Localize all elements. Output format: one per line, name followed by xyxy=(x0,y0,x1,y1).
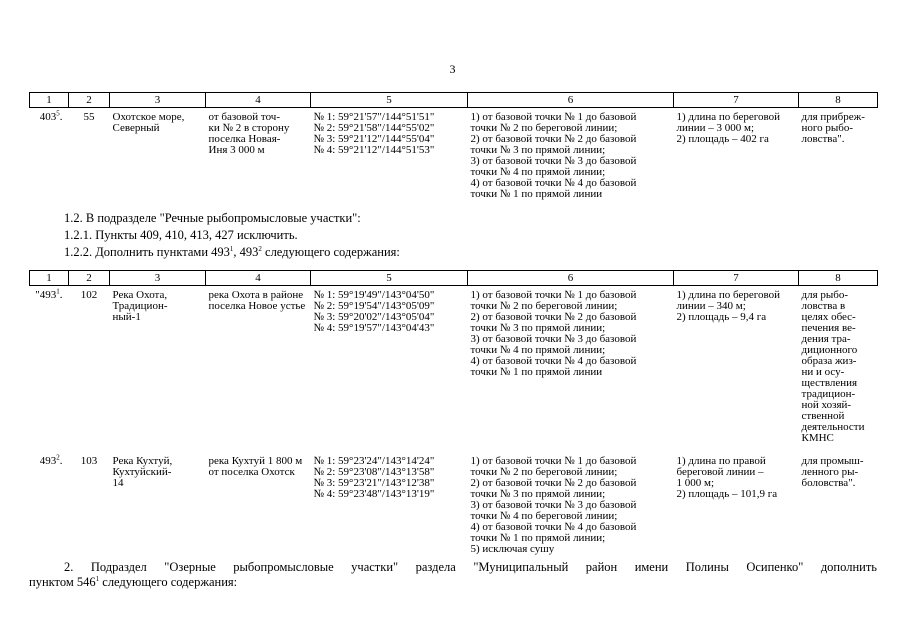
size-line: 1 000 м; xyxy=(676,477,715,489)
borders-line: точки № 2 по береговой линии; xyxy=(470,300,618,312)
cell-purpose xyxy=(799,444,878,555)
borders-line: точки № 2 по береговой линии; xyxy=(470,122,618,134)
column-header-2: 2 xyxy=(69,271,110,286)
purpose-line: деятельности xyxy=(801,421,865,433)
item-number: $493^2$. xyxy=(39,453,63,467)
cell-size xyxy=(674,286,799,445)
coords-line: № 1: 59°21'57"/144°51'51" xyxy=(313,111,435,123)
purpose-line: образа жиз- xyxy=(801,355,857,367)
purpose-line: печения ве- xyxy=(801,322,856,334)
borders-line: точки № 3 по прямой линии; xyxy=(470,144,606,156)
area-number: 55 xyxy=(83,111,95,123)
fishing-areas-table-river xyxy=(29,270,878,555)
location-line: от базовой точ- xyxy=(208,111,280,123)
paragraph-2-line-2: пунктом $546^1$ следующего содержания: xyxy=(29,574,238,589)
borders-line: точки № 1 по прямой линии; xyxy=(470,532,606,544)
location-line: река Охота в районе xyxy=(208,289,304,301)
purpose-line: КМНС xyxy=(801,432,834,444)
coords-line: № 3: 59°23'21"/143°12'38" xyxy=(313,477,435,489)
coords-line: № 3: 59°21'12"/144°55'04" xyxy=(313,133,435,145)
coords-line: № 3: 59°20'02"/143°05'04" xyxy=(313,311,435,323)
purpose-line: ществления xyxy=(801,377,858,389)
cell-coords xyxy=(311,444,468,555)
coords-line: № 2: 59°21'58"/144°55'02" xyxy=(313,122,435,134)
borders-line: 2) от базовой точки № 2 до базовой xyxy=(470,133,637,145)
location-line: поселка Новая- xyxy=(208,133,281,145)
column-header-1: 1 xyxy=(30,93,69,108)
fishing-areas-table-sea xyxy=(29,92,878,200)
coords-line: № 4: 59°19'57"/143°04'43" xyxy=(313,322,435,334)
purpose-line: для промыш- xyxy=(801,455,864,467)
column-number-header xyxy=(30,271,878,286)
area-number: 102 xyxy=(80,289,98,301)
borders-line: точки № 3 по прямой линии; xyxy=(470,488,606,500)
name-line: Северный xyxy=(112,122,160,134)
column-number-header xyxy=(30,93,878,108)
column-header-3: 3 xyxy=(110,93,206,108)
column-header-7: 7 xyxy=(674,271,799,286)
purpose-line: ного рыбо- xyxy=(801,122,854,134)
paragraph-1-2-1: 1.2.1. Пункты 409, 410, 413, 427 исключить. xyxy=(64,228,298,242)
column-header-6: 6 xyxy=(468,93,674,108)
borders-line: 4) от базовой точки № 4 до базовой xyxy=(470,521,637,533)
cell-name xyxy=(110,286,206,445)
name-line: Традицион- xyxy=(112,300,168,312)
coords-line: № 2: 59°19'54"/143°05'09" xyxy=(313,300,435,312)
borders-line: 1) от базовой точки № 1 до базовой xyxy=(470,289,637,301)
column-header-6: 6 xyxy=(468,271,674,286)
size-line: 1) длина по береговой xyxy=(676,111,781,123)
table-row xyxy=(30,444,878,555)
item-number: "$493^1$. xyxy=(35,287,63,301)
size-line: 2) площадь – 9,4 га xyxy=(676,311,767,323)
name-line: Река Охота, xyxy=(112,289,168,301)
borders-line: 2) от базовой точки № 2 до базовой xyxy=(470,477,637,489)
cell-size xyxy=(674,444,799,555)
borders-line: точки № 2 по береговой линии; xyxy=(470,466,618,478)
borders-line: 1) от базовой точки № 1 до базовой xyxy=(470,111,637,123)
cell-coords xyxy=(311,286,468,445)
name-line: ный-1 xyxy=(112,311,141,323)
page-number: 3 xyxy=(449,62,456,76)
purpose-line: ловства в xyxy=(801,300,846,312)
coords-line: № 4: 59°23'48"/143°13'19" xyxy=(313,488,435,500)
purpose-line: боловства". xyxy=(801,477,856,489)
size-line: береговой линии – xyxy=(676,466,764,478)
paragraph-1-2: 1.2. В подразделе "Речные рыбопромысловые участки": xyxy=(64,211,361,225)
cell-location xyxy=(206,108,311,201)
location-line: поселка Новое устье xyxy=(208,300,306,312)
coords-line: № 2: 59°23'08"/143°13'58" xyxy=(313,466,435,478)
borders-line: точки № 4 по прямой линии; xyxy=(470,166,606,178)
column-header-5: 5 xyxy=(311,271,468,286)
cell-borders xyxy=(468,286,674,445)
borders-line: точки № 4 по прямой линии; xyxy=(470,344,606,356)
borders-line: 1) от базовой точки № 1 до базовой xyxy=(470,455,637,467)
borders-line: 3) от базовой точки № 3 до базовой xyxy=(470,499,637,511)
size-line: 2) площадь – 402 га xyxy=(676,133,769,145)
cell-name xyxy=(110,108,206,201)
size-line: линии – 340 м; xyxy=(676,300,746,312)
column-header-2: 2 xyxy=(69,93,110,108)
column-header-3: 3 xyxy=(110,271,206,286)
borders-line: 4) от базовой точки № 4 до базовой xyxy=(470,355,637,367)
column-header-8: 8 xyxy=(799,271,878,286)
item-number: $403^5$. xyxy=(39,109,63,123)
purpose-line: ленного ры- xyxy=(801,466,859,478)
cell-purpose xyxy=(799,286,878,445)
purpose-line: традицион- xyxy=(801,388,856,400)
name-line: 14 xyxy=(112,477,124,489)
purpose-line: ной хозяй- xyxy=(801,399,852,411)
borders-line: 3) от базовой точки № 3 до базовой xyxy=(470,155,637,167)
borders-line: точки № 1 по прямой линии xyxy=(470,366,603,378)
paragraph-2-line-1: 2. Подраздел "Озерные рыбопромысловые участки" раздела "Муниципальный район имени Полины Осипенко" дополнить xyxy=(64,560,877,574)
borders-line: 3) от базовой точки № 3 до базовой xyxy=(470,333,637,345)
name-line: Кухтуйский- xyxy=(112,466,172,478)
name-line: Охотское море, xyxy=(112,111,185,123)
purpose-line: ственной xyxy=(801,410,845,422)
cell-name xyxy=(110,444,206,555)
column-header-4: 4 xyxy=(206,93,311,108)
purpose-line: для рыбо- xyxy=(801,289,849,301)
column-header-7: 7 xyxy=(674,93,799,108)
column-header-4: 4 xyxy=(206,271,311,286)
cell-purpose xyxy=(799,108,878,201)
column-header-5: 5 xyxy=(311,93,468,108)
cell-location xyxy=(206,444,311,555)
coords-line: № 1: 59°23'24"/143°14'24" xyxy=(313,455,435,467)
size-line: 2) площадь – 101,9 га xyxy=(676,488,778,500)
column-header-8: 8 xyxy=(799,93,878,108)
size-line: линии – 3 000 м; xyxy=(676,122,755,134)
table-row xyxy=(30,286,878,445)
cell-size xyxy=(674,108,799,201)
cell-location xyxy=(206,286,311,445)
coords-line: № 1: 59°19'49"/143°04'50" xyxy=(313,289,435,301)
cell-borders xyxy=(468,108,674,201)
location-line: от поселка Охотск xyxy=(208,466,295,478)
borders-line: 2) от базовой точки № 2 до базовой xyxy=(470,311,637,323)
paragraph-1-2-2: 1.2.2. Дополнить пунктами $493^1$, $493^2$ следующего содержания: xyxy=(64,244,400,259)
borders-line: 5) исключая сушу xyxy=(470,543,555,555)
size-line: 1) длина по береговой xyxy=(676,289,781,301)
location-line: река Кухтуй 1 800 м xyxy=(208,455,303,467)
name-line: Река Кухтуй, xyxy=(112,455,173,467)
purpose-line: дения тра- xyxy=(801,333,851,345)
cell-borders xyxy=(468,444,674,555)
borders-line: точки № 3 по прямой линии; xyxy=(470,322,606,334)
table-row xyxy=(30,108,878,201)
purpose-line: для прибреж- xyxy=(801,111,865,123)
location-line: Иня 3 000 м xyxy=(208,144,265,156)
borders-line: точки № 4 по береговой линии; xyxy=(470,510,618,522)
purpose-line: целях обес- xyxy=(801,311,856,323)
borders-line: 4) от базовой точки № 4 до базовой xyxy=(470,177,637,189)
purpose-line: ловства". xyxy=(801,133,845,145)
borders-line: точки № 1 по прямой линии xyxy=(470,188,603,200)
size-line: 1) длина по правой xyxy=(676,455,766,467)
purpose-line: диционного xyxy=(801,344,858,356)
coords-line: № 4: 59°21'12"/144°51'53" xyxy=(313,144,435,156)
cell-coords xyxy=(311,108,468,201)
column-header-1: 1 xyxy=(30,271,69,286)
paragraph-2 xyxy=(29,560,877,590)
location-line: ки № 2 в сторону xyxy=(208,122,290,134)
area-number: 103 xyxy=(80,455,98,467)
purpose-line: ни и осу- xyxy=(801,366,845,378)
